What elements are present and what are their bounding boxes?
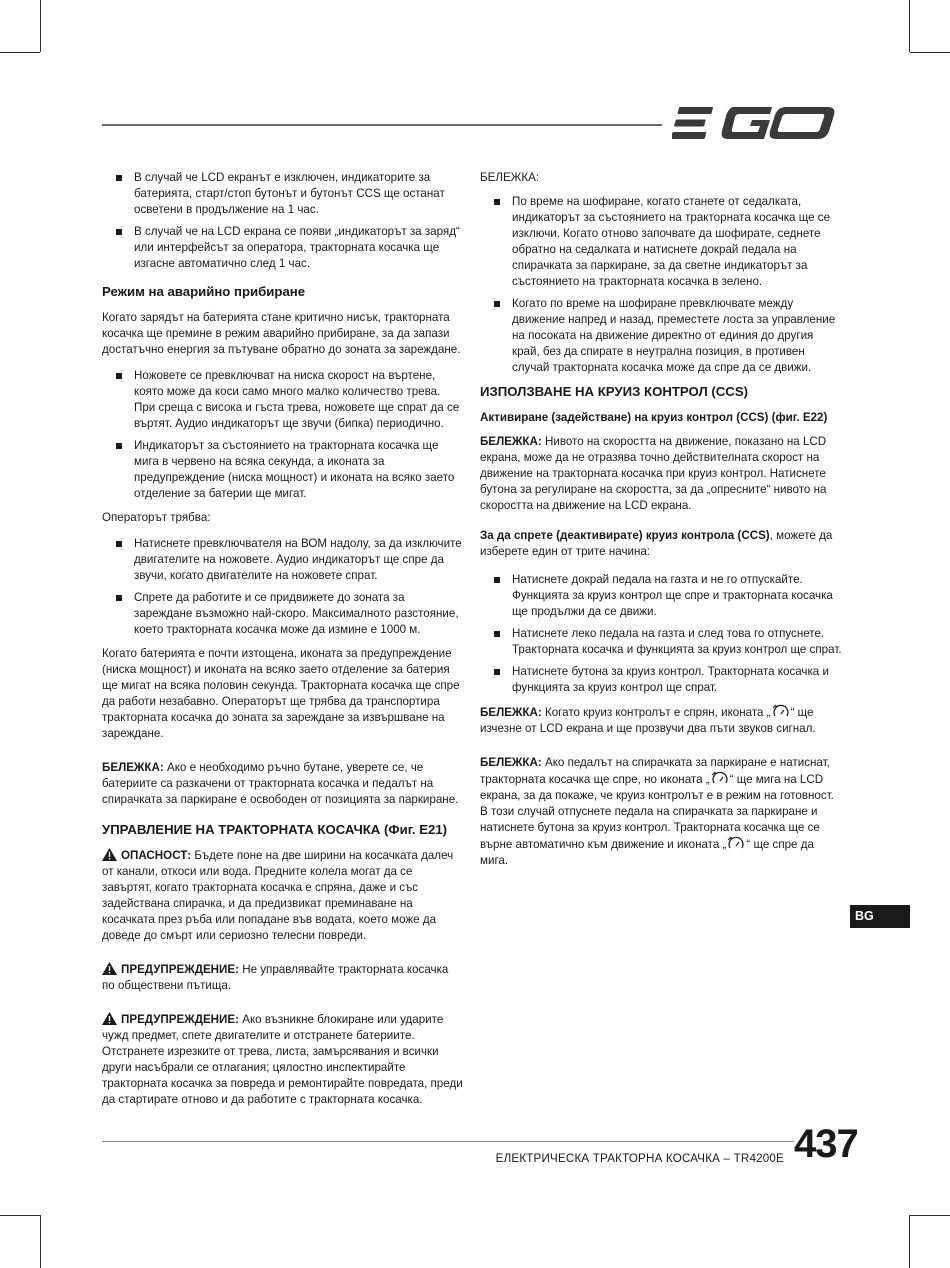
stop-text: , можете да изберете един от трите начина: [480, 529, 833, 558]
header-rule [102, 124, 662, 126]
note-text: “ ще мига на LCD екрана, за да покаже, че круиз контролът е в режим на готовност. В този случай отпуснете педала на спирачката за паркиране и натиснете бутона за круиз контрол. Тракторната косачка ще се върне автоматично към движение и иконата „ [480, 773, 834, 851]
crop-mark [910, 1215, 950, 1216]
cruise-control-icon [711, 771, 729, 787]
warning-notice [102, 962, 464, 994]
list-item: Спрете да работите и се придвижете до зоната за зареждане възможно най-скоро. Максималното разстояние, което тракторната косачка може да измине е 1000 м. [102, 590, 464, 638]
note [480, 434, 844, 514]
crop-mark [0, 52, 40, 53]
note-label: БЕЛЕЖКА: [102, 761, 164, 774]
list-item: Натиснете превключвателя на ВОМ надолу, за да изключите двигателите на ножовете. Аудио индикаторът ще спре да звучи, когато двигателите на ножовете спрат. [102, 536, 464, 584]
danger-text: Бъдете поне на две ширини на косачката далеч от канали, откоси или вода. Предните колела могат да се завъртят, когато тракторната косачка е спряна, даже и със задействана спирачка, и да предизвикат преминаване на косачката през ръба или попадане във водата, което може да доведе до смърт или сериозно телесни повреди. [102, 849, 454, 942]
bullet-list [102, 170, 464, 272]
danger-notice [102, 848, 464, 944]
footer-rule [102, 1141, 794, 1142]
list-item: В случай че на LCD екрана се появи „индикаторът за заряд“ или интерфейсът за оператора, тракторната косачка ще изгасне автоматично след 1 час. [102, 224, 464, 272]
warning-triangle-icon [102, 962, 117, 975]
note-text: “ ще спре да мига. [480, 838, 814, 867]
warning-text: Ако възникне блокиране или ударите чужд предмет, спете двигателите и отстранете батериите. Отстранете изрезките от трева, листа, замърсявания и всички други насъбрали се отлагания; цялостно инспектирайте тракторната косачка за повреда и ремонтирайте повредата, преди да стартирате отново и да работите с тракторната косачка. [102, 1013, 463, 1106]
footer-title: ЕЛЕКТРИЧЕСКА ТРАКТОРНА КОСАЧКА – TR4200E [495, 1152, 784, 1165]
note-label: БЕЛЕЖКА: [480, 756, 542, 769]
danger-label: ОПАСНОСТ: [121, 849, 192, 862]
subheading-activate: Активиране (задействане) на круиз контрол (CCS) (фиг. E22) [480, 411, 828, 424]
paragraph: Когато зарядът на батерията стане критично нисък, тракторната косачка ще премине в режим аварийно прибиране, за да запази достатъчно енергия за пътуване обратно до зоната за зареждане. [102, 311, 461, 356]
note-text: Нивото на скоростта на движение, показано на LCD екрана, може да не отразява точно действителната скорост на движение на тракторната косачка при круиз контрол. Натиснете бутона за регулиране на скоростта, за да „опресните“ нивото на скоростта на движение на LCD екрана. [480, 435, 827, 512]
crop-mark [40, 1215, 41, 1268]
list-item: Ножовете се превключват на ниска скорост на въртене, която може да коси само много малко количество трева. При среща с висока и гъста трева, ножовете ще спрат да се въртят. Аудио индикаторът ще звучи (бипка) периодично. [102, 368, 464, 432]
section-heading-limp-home: Режим на аварийно прибиране [102, 284, 306, 299]
note-label: БЕЛЕЖКА: [480, 435, 542, 448]
crop-mark [40, 0, 41, 52]
note-text: Ако педалът на спирачката за паркиране е натиснат, тракторната косачка ще спре, но иконата „ [480, 756, 830, 786]
bullet-list [102, 536, 464, 638]
list-item: По време на шофиране, когато станете от седалката, индикаторът за състоянието на тракторната косачка ще се изключи. Когато отново започвате да шофирате, седнете обратно на седалката и натиснете докрай педала на спирачката за паркиране, за да светне индикаторът за състоянието на тракторната косачка в зелено. [480, 194, 844, 290]
section-heading-operating: УПРАВЛЕНИЕ НА ТРАКТОРНАТА КОСАЧКА (Фиг. E21) [102, 822, 448, 837]
list-item: Натиснете докрай педала на газта и не го отпускайте. Функцията за круиз контрол ще спре и тракторната косачка ще продължи да се движи. [480, 572, 844, 620]
crop-mark [909, 1215, 910, 1268]
crop-mark [910, 52, 950, 53]
warning-notice [102, 1012, 464, 1108]
note-text: Когато круиз контролът е спрян, иконата „ [544, 706, 771, 719]
warning-label: ПРЕДУПРЕЖДЕНИЕ: [121, 963, 239, 976]
paragraph [480, 528, 844, 560]
warning-triangle-icon [102, 1012, 117, 1025]
section-heading-cruise-control: ИЗПОЛЗВАНЕ НА КРУИЗ КОНТРОЛ (CCS) [480, 384, 749, 399]
paragraph: Когато батерията е почти изтощена, иконата за предупреждение (ниска мощност) и иконата на всяко заето отделение за батерия ще мигат на всяка половин секунда. Тракторната косачка ще спре да работи незабавно. Операторът ще трябва да транспортира тракторната косачка до зоната за зареждане за извършване на зареждане. [102, 647, 460, 740]
page-number: 437 [794, 1122, 858, 1166]
note [480, 755, 844, 869]
note-heading: БЕЛЕЖКА: [480, 171, 540, 184]
note-text: Ако е необходимо ръчно бутане, уверете се, че батериите са разкачени от тракторната косачка и педалът на спирачката за паркиране е освободен от позицията за паркиране. [102, 761, 459, 806]
warning-triangle-icon [102, 848, 117, 861]
note [102, 760, 464, 808]
stop-heading: За да спрете (деактивирате) круиз контрола (CCS) [480, 529, 770, 542]
warning-text: Не управлявайте тракторната косачка по обществени пътища. [102, 963, 449, 992]
paragraph: Операторът трябва: [102, 511, 211, 524]
list-item: Натиснете леко педала на газта и след това го отпуснете. Тракторната косачка и функцията за круиз контрол ще спрат. [480, 626, 844, 658]
language-tab: BG [850, 905, 910, 928]
right-column [480, 170, 844, 879]
crop-mark [0, 1215, 40, 1216]
bullet-list [480, 572, 844, 696]
note [480, 704, 844, 737]
list-item: Натиснете бутона за круиз контрол. Тракторната косачка и функцията за круиз контрол ще спрат. [480, 664, 844, 696]
bullet-list [480, 194, 844, 376]
list-item: Индикаторът за състоянието на тракторната косачка ще мига в червено на всяка секунда, а иконата за предупреждение (ниска мощност) и иконата на всяко заето отделение за батерии ще мигат. [102, 438, 464, 502]
list-item: В случай че LCD екранът е изключен, индикаторите за батерията, старт/стоп бутонът и бутонът CCS ще останат осветени в продължение на 1 час. [102, 170, 464, 218]
ego-logo [672, 104, 844, 142]
left-column [102, 170, 464, 1118]
note-text: “ ще изчезне от LCD екрана и ще прозвучи два пъти звуков сигнал. [480, 706, 816, 735]
crop-mark [909, 0, 910, 52]
warning-label: ПРЕДУПРЕЖДЕНИЕ: [121, 1013, 239, 1026]
cruise-control-icon [727, 836, 745, 852]
list-item: Когато по време на шофиране превключвате между движение напред и назад, преместете лоста за управление на посоката на движение директно от единия до другия край, без да спирате в неутрална позиция, в противен случай тракторната косачка може да спре да се движи. [480, 296, 844, 376]
bullet-list [102, 368, 464, 502]
cruise-control-icon [772, 704, 790, 720]
note-label: БЕЛЕЖКА: [480, 706, 542, 719]
